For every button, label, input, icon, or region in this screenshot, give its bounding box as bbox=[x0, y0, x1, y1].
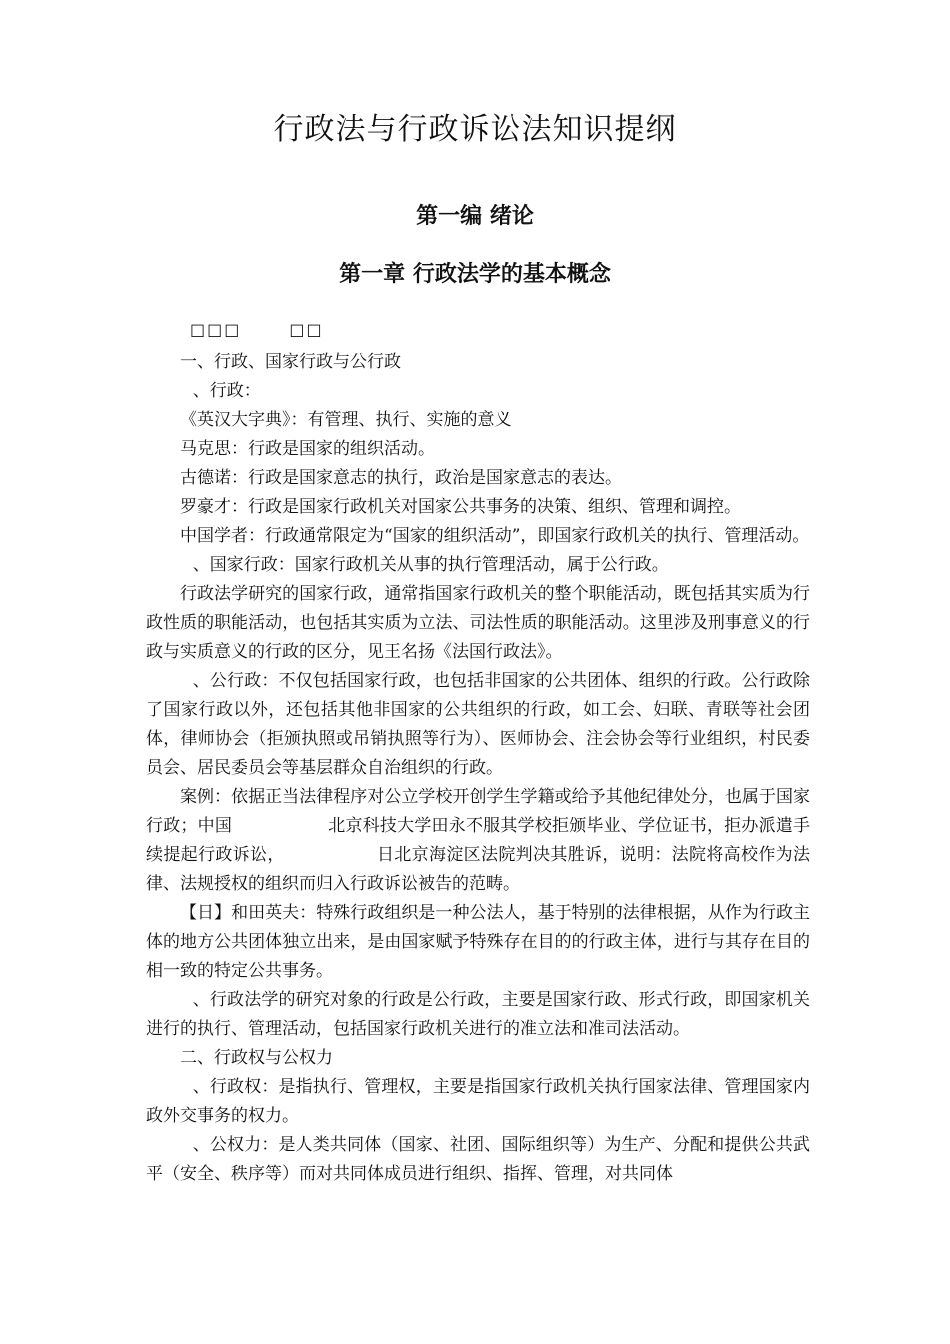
paragraph: 罗豪才：行政是国家行政机关对国家公共事务的决策、组织、管理和调控。 bbox=[180, 497, 741, 517]
paragraph-case bbox=[146, 783, 810, 899]
body-text bbox=[146, 348, 810, 1189]
paragraph: 《英汉大字典》：有管理、执行、实施的意义 bbox=[180, 410, 512, 430]
section-heading bbox=[190, 320, 324, 339]
paragraph: 中国学者：行政通常限定为“国家的组织活动”，即国家行政机关的执行、管理活动。 bbox=[180, 526, 810, 546]
paragraph: 马克思：行政是国家的组织活动。 bbox=[180, 439, 435, 459]
paragraph: 、行政法学的研究对象的行政是公行政，主要是国家行政、形式行政，即国家机关进行的执行、管理活动，包括国家行政机关进行的准立法和准司法活动。 bbox=[146, 990, 810, 1039]
paragraph: 行政法学研究的国家行政，通常指国家行政机关的整个职能活动，既包括其实质为行政性质的职能活动，也包括其实质为立法、司法性质的职能活动。这里涉及刑事意义的行政与实质意义的行政的区分，见王名扬《法国行政法》。 bbox=[146, 584, 810, 662]
case-part-2: 北京科技大学田永不服其学校拒颁毕业、学位证书，拒办派遣手续提起行政诉讼， bbox=[146, 816, 811, 865]
paragraph: 一、行政、国家行政与公行政 bbox=[180, 352, 401, 372]
paragraph: 、国家行政：国家行政机关从事的执行管理活动，属于公行政。 bbox=[192, 555, 669, 575]
paragraph: 【日】和田英夫：特殊行政组织是一种公法人，基于特别的法律根据，从作为行政主体的地方公共团体独立出来，是由国家赋予特殊存在目的的行政主体，进行与其存在目的相一致的特定公共事务。 bbox=[146, 903, 810, 981]
paragraph: 、公权力：是人类共同体（国家、社团、国际组织等）为生产、分配和提供公共武平（安全、秩序等）而对共同体成员进行组织、指挥、管理，对共同体 bbox=[146, 1135, 810, 1184]
section-heading-number: □□□ bbox=[190, 320, 242, 339]
paragraph: 二、行政权与公权力 bbox=[180, 1048, 333, 1068]
chapter-title: 第一章 行政法学的基本概念 bbox=[339, 262, 611, 287]
part-title: 第一编 绪论 bbox=[416, 204, 534, 229]
document-title: 行政法与行政诉讼法知识提纲 bbox=[273, 112, 677, 147]
case-part-3: 日北京海淀区法院判决其胜诉，说明：法院将高校作为法律、法规授权的组织而归入行政诉讼被告的范畴。 bbox=[146, 845, 811, 894]
section-heading-text: □□ bbox=[289, 320, 324, 339]
paragraph: 、行政： bbox=[192, 381, 261, 401]
paragraph: 、公行政：不仅包括国家行政，也包括非国家的公共团体、组织的行政。公行政除了国家行政以外，还包括其他非国家的公共组织的行政，如工会、妇联、青联等社会团体，律师协会（拒颁执照或吊销执照等行为）、医师协会、注会协会等行业组织，村民委员会、居民委员会等基层群众自治组织的行政。 bbox=[146, 671, 810, 778]
paragraph: 古德诺：行政是国家意志的执行，政治是国家意志的表达。 bbox=[180, 468, 622, 488]
case-part-1: 案例：依据正当法律程序对公立学校开创学生学籍或给予其他纪律处分，也属于国家行政；中国 bbox=[146, 787, 810, 836]
paragraph: 、行政权：是指执行、管理权，主要是指国家行政机关执行国家法律、管理国家内政外交事务的权力。 bbox=[146, 1077, 810, 1126]
